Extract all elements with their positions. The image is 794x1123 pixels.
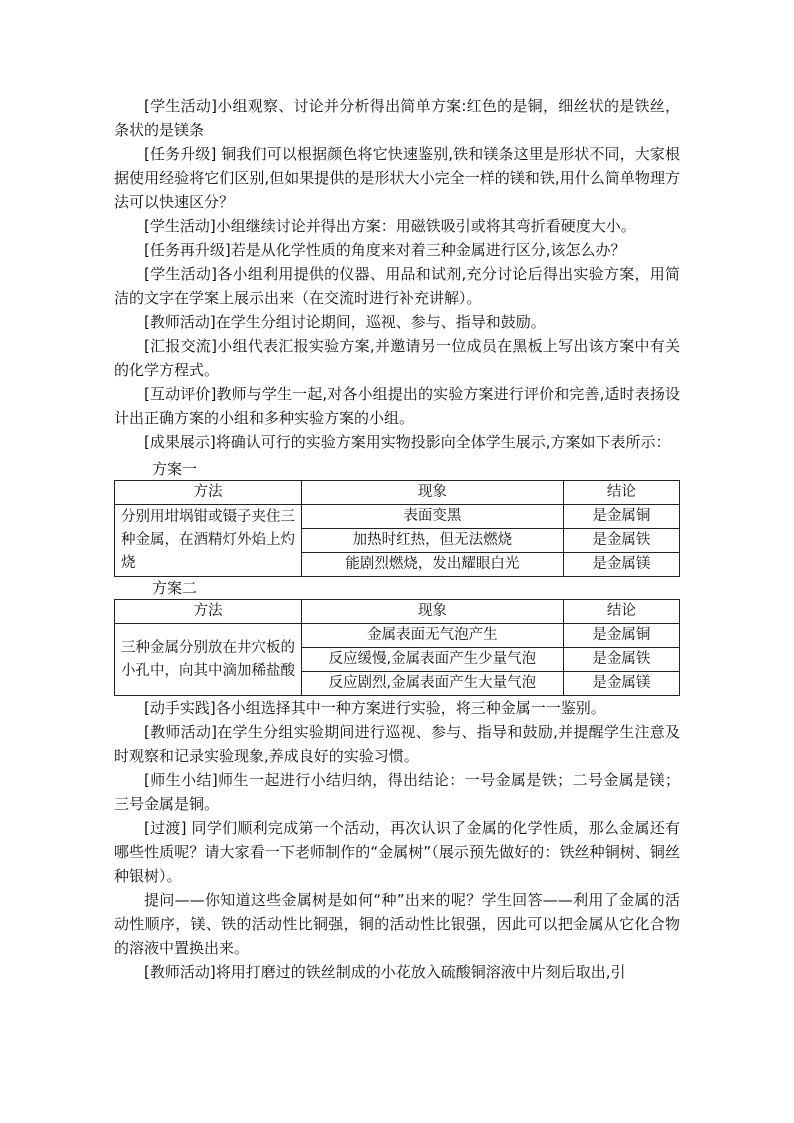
paragraph: [教师活动]在学生分组实验期间进行巡视、参与、指导和鼓励,并提醒学生注意及时观察和记录实验现象,养成良好的实验习惯。 [114, 723, 680, 765]
conclusion-cell: 是金属镁 [563, 672, 679, 696]
conclusion-cell: 是金属铁 [563, 529, 679, 553]
paragraph: [汇报交流]小组代表汇报实验方案,并邀请另一位成员在黑板上写出该方案中有关的化学方程式。 [114, 337, 680, 379]
paragraph: [学生活动]各小组利用提供的仪器、用品和试剂,充分讨论后得出实验方案，用简洁的文字在学案上展示出来（在交流时进行补充讲解）。 [114, 265, 680, 307]
paragraph: [师生小结]师生一起进行小结归纳，得出结论：一号金属是铁；二号金属是镁；三号金属是铜。 [114, 771, 680, 813]
paragraph: [成果展示]将确认可行的实验方案用实物投影向全体学生展示,方案如下表所示： [144, 433, 671, 451]
plan1-table [114, 480, 680, 577]
phenomenon-cell: 反应缓慢,金属表面产生少量气泡 [301, 648, 563, 672]
header-phenomenon: 现象 [301, 481, 563, 505]
conclusion-cell: 是金属镁 [563, 553, 679, 577]
conclusion-cell: 是金属铜 [563, 505, 679, 529]
plan2-caption: 方案二 [152, 579, 198, 597]
method-cell: 分别用坩埚钳或镊子夹住三种金属，在酒精灯外焰上灼烧 [115, 505, 302, 577]
method-cell: 三种金属分别放在井穴板的小孔中，向其中滴加稀盐酸 [115, 624, 302, 696]
phenomenon-cell: 能剧烈燃烧，发出耀眼白光 [301, 553, 563, 577]
header-method: 方法 [115, 600, 302, 624]
paragraph: 提问——你知道这些金属树是如何“种”出来的呢？学生回答——利用了金属的活动性顺序，镁、铁的活动性比铜强，铜的活动性比银强，因此可以把金属从它化合物的溶液中置换出来。 [114, 891, 680, 957]
paragraph: [互动评价]教师与学生一起,对各小组提出的实验方案进行评价和完善,适时表扬设计出正确方案的小组和多种实验方案的小组。 [114, 385, 680, 427]
paragraph: [教师活动]在学生分组讨论期间，巡视、参与、指导和鼓励。 [144, 313, 546, 331]
table-header-row [115, 600, 680, 624]
table-header-row [115, 481, 680, 505]
paragraph: [过渡] 同学们顺利完成第一个活动，再次认识了金属的化学性质，那么金属还有哪些性质呢？请大家看一下老师制作的“金属树”（展示预先做好的：铁丝种铜树、铜丝种银树）。 [114, 819, 680, 885]
phenomenon-cell: 金属表面无气泡产生 [301, 624, 563, 648]
plan1-caption: 方案一 [152, 460, 198, 478]
phenomenon-cell: 表面变黑 [301, 505, 563, 529]
table-row [115, 624, 680, 648]
header-conclusion: 结论 [563, 600, 679, 624]
conclusion-cell: 是金属铜 [563, 624, 679, 648]
table-row [115, 505, 680, 529]
phenomenon-cell: 反应剧烈,金属表面产生大量气泡 [301, 672, 563, 696]
document-body [114, 94, 680, 984]
paragraph: [学生活动]小组观察、讨论并分析得出简单方案:红色的是铜，细丝状的是铁丝，条状的是镁条 [114, 97, 680, 139]
header-conclusion: 结论 [563, 481, 679, 505]
conclusion-cell: 是金属铁 [563, 648, 679, 672]
paragraph: [学生活动]小组继续讨论并得出方案：用磁铁吸引或将其弯折看硬度大小。 [144, 217, 636, 235]
plan2-table [114, 599, 680, 696]
header-phenomenon: 现象 [301, 600, 563, 624]
header-method: 方法 [115, 481, 302, 505]
paragraph: [动手实践]各小组选择其中一种方案进行实验，将三种金属一一鉴别。 [144, 699, 606, 717]
paragraph: [任务升级] 铜我们可以根据颜色将它快速鉴别,铁和镁条这里是形状不同，大家根据使用经验将它们区别,但如果提供的是形状大小完全一样的镁和铁,用什么简单物理方法可以快速区分？ [114, 145, 680, 211]
paragraph: [教师活动]将用打磨过的铁丝制成的小花放入硫酸铜溶液中片刻后取出,引 [144, 963, 626, 981]
phenomenon-cell: 加热时红热，但无法燃烧 [301, 529, 563, 553]
paragraph: [任务再升级]若是从化学性质的角度来对着三种金属进行区分,该怎么办？ [144, 241, 626, 259]
